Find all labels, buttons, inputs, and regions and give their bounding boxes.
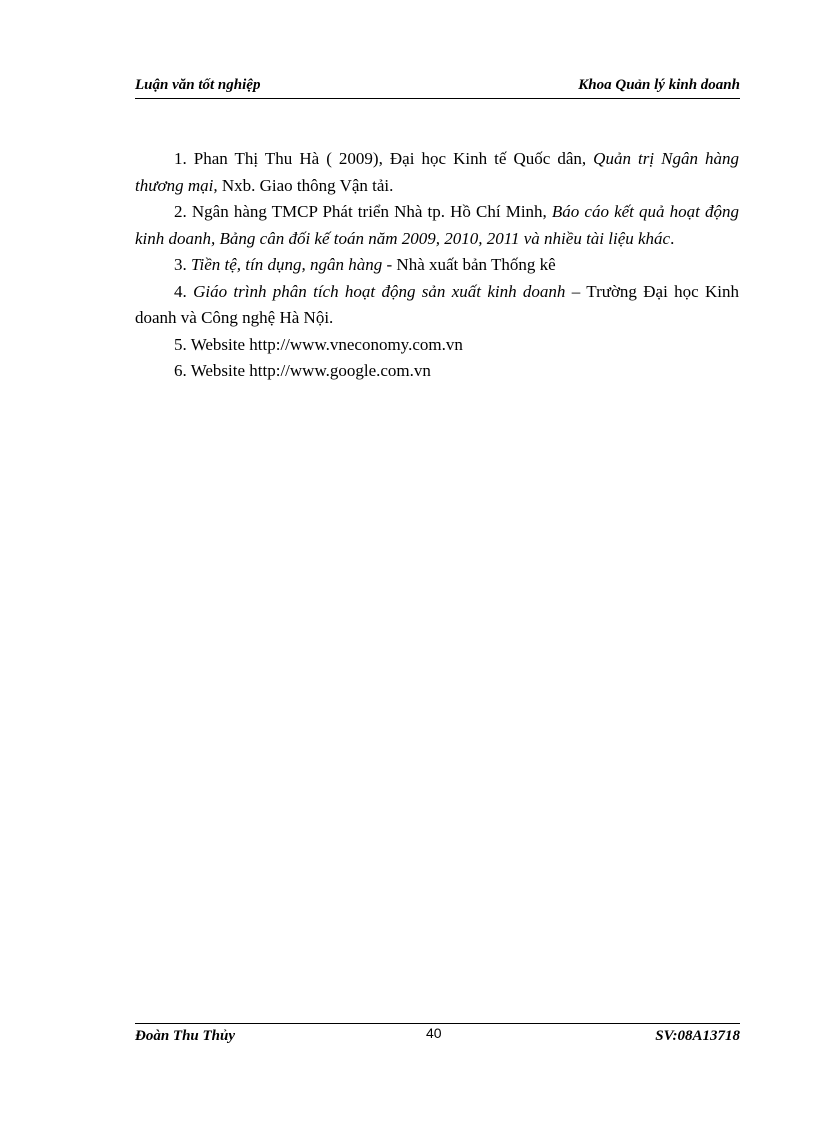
reference-publisher: Nxb. Giao thông Vận tải. xyxy=(217,175,394,195)
header-faculty-label: Khoa Quản lý kinh doanh xyxy=(578,77,740,93)
reference-text: 1. Phan Thị Thu Hà ( 2009), Đại học Kinh tế Quốc dân, xyxy=(174,149,594,168)
reference-publisher: . xyxy=(670,228,675,248)
page-footer xyxy=(135,1023,740,1054)
reference-item xyxy=(135,332,739,359)
reference-item xyxy=(135,146,739,199)
reference-item xyxy=(135,199,739,252)
reference-text: 3. xyxy=(174,255,191,274)
reference-item xyxy=(135,358,739,385)
reference-title: Báo cáo kết quả hoạt động kinh doanh, Bảng cân đối kế toán năm 2009, 2010, 2011 và nhiều tài liệu khác xyxy=(135,202,739,248)
reference-text: 5. Website http://www.vneconomy.com.vn xyxy=(174,334,463,354)
reference-title: Quản trị Ngân hàng thương mại, xyxy=(135,149,740,195)
reference-text: 2. Ngân hàng TMCP Phát triển Nhà tp. Hồ Chí Minh, xyxy=(174,202,552,221)
header-thesis-label: Luận văn tốt nghiệp xyxy=(135,77,261,93)
reference-title: Giáo trình phân tích hoạt động sản xuất kinh doanh xyxy=(193,281,566,301)
reference-item xyxy=(135,279,739,332)
reference-list xyxy=(135,146,739,385)
reference-publisher: – Trường Đại học Kinh doanh và Công nghệ Hà Nội. xyxy=(135,281,739,327)
footer-author: Đoàn Thu Thủy xyxy=(135,1028,236,1044)
page-header xyxy=(135,76,740,99)
page-number: 40 xyxy=(426,1025,442,1041)
reference-text: 4. xyxy=(174,281,194,301)
reference-item xyxy=(135,252,739,279)
reference-publisher: - Nhà xuất bản Thống kê xyxy=(382,255,556,274)
reference-title: Tiền tệ, tín dụng, ngân hàng xyxy=(191,255,383,274)
reference-text: 6. Website http://www.google.com.vn xyxy=(174,361,431,380)
footer-student-id: SV:08A13718 xyxy=(655,1028,740,1044)
